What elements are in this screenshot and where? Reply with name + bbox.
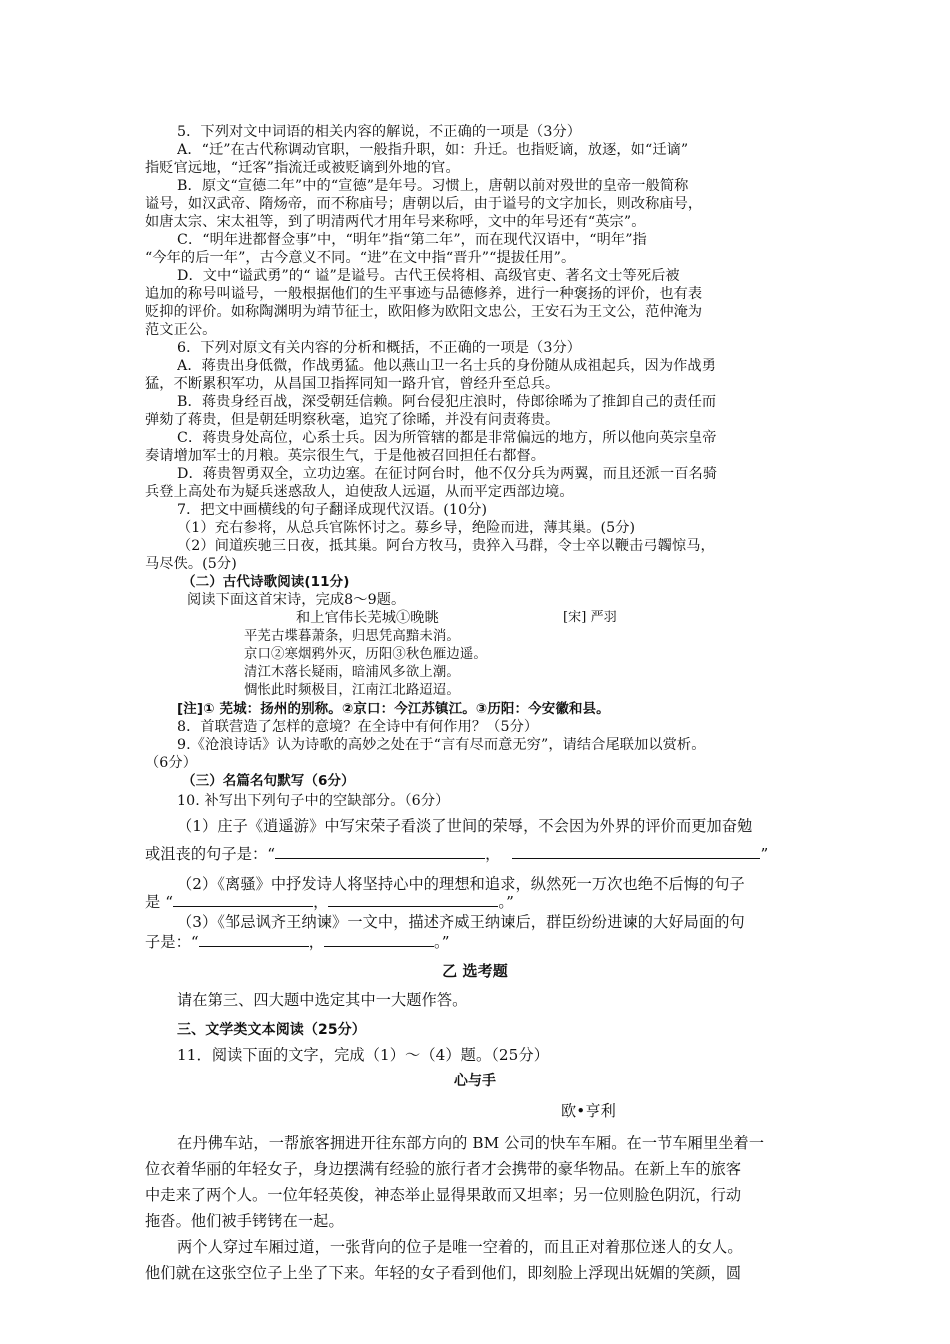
q5-option-a: A．“迁”在古代称调动官职，一般指升职，如：升迁。也指贬谪，放逐，如“迁谪” xyxy=(177,142,689,158)
q6-stem: 6．下列对原文有关内容的分析和概括，不正确的一项是（3分） xyxy=(177,340,582,356)
q10-item-1: （1）庄子《逍遥游》中写宋荣子看淡了世间的荣辱，不会因为外界的评价而更加奋勉 xyxy=(177,817,753,835)
story-paragraph-2-line: 两个人穿过车厢过道，一张背向的位子是唯一空着的，而且正对着那位迷人的女人。 xyxy=(177,1238,743,1256)
q5-option-d-cont: 追加的称号叫谥号，一般根据他们的生平事迹与品德修养，进行一种褒扬的评价，也有表 xyxy=(145,286,703,302)
q10-3-blank-a[interactable] xyxy=(199,932,309,947)
q6-option-c-cont: 奏请增加军士的月粮。英宗很生气，于是他被召回担任右都督。 xyxy=(145,448,546,464)
q5-option-c: C．“明年进都督佥事”中，“明年”指“第二年”，而在现代汉语中，“明年”指 xyxy=(177,232,647,248)
q5-option-d: D．文中“谥武勇”的“ 谥”是谥号。古代王侯将相、高级官吏、著名文士等死后被 xyxy=(177,268,680,284)
q10-2-end: 。” xyxy=(498,893,514,911)
q10-item-2-answer-line xyxy=(145,892,805,912)
section-heading-poetry: （二）古代诗歌阅读(11分) xyxy=(182,574,350,590)
poem-notes: [注]① 芜城：扬州的别称。②京口：今江苏镇江。③历阳：今安徽和县。 xyxy=(177,701,610,717)
poem-line-4: 惆怅此时频极目，江南江北路迢迢。 xyxy=(244,683,460,698)
q10-1-blank-b[interactable] xyxy=(512,844,760,859)
poetry-intro: 阅读下面这首宋诗，完成8～9题。 xyxy=(187,592,406,608)
q10-item-3-answer-line xyxy=(145,932,805,952)
q10-item-1-answer-line xyxy=(145,844,805,864)
q6-option-c: C．蒋贵身处高位，心系士兵。因为所管辖的都是非常偏远的地方，所以他向英宗皇帝 xyxy=(177,430,717,446)
q6-option-a-cont: 猛，不断累积军功，从昌国卫指挥同知一路升官，曾经升至总兵。 xyxy=(145,376,560,392)
part-b-heading: 乙 选考题 xyxy=(442,962,508,980)
q6-option-b-cont: 弹劾了蒋贵，但是朝廷明察秋毫，追究了徐晞，并没有问责蒋贵。 xyxy=(145,412,560,428)
q10-3-prefix: 子是：“ xyxy=(145,933,199,951)
q10-3-mid: ， xyxy=(308,933,325,951)
story-paragraph-2-line: 他们就在这张空位子上坐了下来。年轻的女子看到他们，即刻脸上浮现出妩媚的笑颜，圆 xyxy=(145,1264,742,1282)
poem-author: [宋] 严羽 xyxy=(563,610,617,625)
poem-line-2: 京口②寒烟鸦外灭，历阳③秋色雁边遥。 xyxy=(244,647,487,662)
q7-sentence-2-cont: 马尽佚。(5分) xyxy=(145,556,237,572)
section-heading-dictation: （三）名篇名句默写（6分） xyxy=(182,773,355,789)
poem-title: 和上官伟长芜城①晚眺 xyxy=(296,610,439,626)
story-title: 心与手 xyxy=(453,1073,497,1089)
q6-option-a: A．蒋贵出身低微，作战勇猛。他以燕山卫一名士兵的身份随从成祖起兵，因为作战勇 xyxy=(177,358,716,374)
q9: 9.《沧浪诗话》认为诗歌的高妙之处在于“言有尽而意无穷”，请结合尾联加以赏析。 xyxy=(177,737,706,753)
q5-option-b-cont: 谥号，如汉武帝、隋炀帝，而不称庙号；唐朝以后，由于谥号的文字加长，则改称庙号， xyxy=(145,196,703,212)
q10-2-prefix: 是 “ xyxy=(145,893,174,911)
q9-cont: （6分） xyxy=(145,755,197,771)
q10-item-2: （2）《离骚》中抒发诗人将坚持心中的理想和追求，纵然死一万次也绝不后悔的句子 xyxy=(177,875,745,893)
part-b-instruction: 请在第三、四大题中选定其中一大题作答。 xyxy=(177,991,468,1009)
q10-1-blank-a[interactable] xyxy=(275,844,485,859)
q10-1-mid: ， xyxy=(485,845,501,863)
poem-line-1: 平芜古堞暮萧条，归思凭高黯未消。 xyxy=(244,629,460,644)
story-paragraph-1-line: 位衣着华丽的年轻女子，身边摆满有经验的旅行者才会携带的豪华物品。在新上车的旅客 xyxy=(145,1160,742,1178)
q11: 11．阅读下面的文字，完成（1）～（4）题。（25分） xyxy=(177,1046,550,1064)
q6-option-d: D．蒋贵智勇双全，立功边塞。在征讨阿台时，他不仅分兵为两翼，而且还派一百名骑 xyxy=(177,466,718,482)
story-paragraph-1-line: 中走来了两个人。一位年轻英俊，神态举止显得果敢而又坦率；另一位则脸色阴沉，行动 xyxy=(145,1186,742,1204)
section-heading-literary: 三、文学类文本阅读（25分） xyxy=(177,1022,366,1038)
q5-option-b-cont: 如唐太宗、宋太祖等，到了明清两代才用年号来称呼，文中的年号还有“英宗”。 xyxy=(145,214,646,230)
q5-option-d-cont: 贬抑的评价。如称陶渊明为靖节征士，欧阳修为欧阳文忠公，王安石为王文公，范仲淹为 xyxy=(145,304,703,320)
q10-2-blank-b[interactable] xyxy=(328,892,498,907)
q7-sentence-2: （2）间道疾驰三日夜，抵其巢。阿台方牧马，贵猝入马群，令士卒以鞭击弓韣惊马， xyxy=(177,538,715,554)
q7-sentence-1: （1）充右参将，从总兵官陈怀讨之。募乡导，绝险而进，薄其巢。(5分) xyxy=(177,520,636,536)
story-paragraph-1-line: 在丹佛车站，一帮旅客拥进开往东部方向的 BM 公司的快车车厢。在一节车厢里坐着一 xyxy=(177,1134,765,1152)
q5-stem: 5．下列对文中词语的相关内容的解说，不正确的一项是（3分） xyxy=(177,124,582,140)
q10-item-3: （3）《邹忌讽齐王纳谏》一文中，描述齐威王纳谏后，群臣纷纷进谏的大好局面的句 xyxy=(177,913,745,931)
q7-stem: 7．把文中画横线的句子翻译成现代汉语。(10分) xyxy=(177,502,488,518)
q8: 8．首联营造了怎样的意境？在全诗中有何作用？（5分） xyxy=(177,719,539,735)
q5-option-d-cont: 范文正公。 xyxy=(145,322,217,338)
q6-option-d-cont: 兵登上高处布为疑兵迷惑敌人，迫使敌人远逼，从而平定西部边境。 xyxy=(145,484,574,500)
poem-line-3: 清江木落长疑雨，暗浦风多欲上潮。 xyxy=(244,665,460,680)
q5-option-a-cont: 指贬官远地，“迁客”指流迁或被贬谪到外地的官。 xyxy=(145,160,460,176)
q10-1-prefix: 或沮丧的句子是：“ xyxy=(145,845,276,863)
q10-3-end: 。” xyxy=(434,933,450,951)
q5-option-b: B．原文“宣德二年”中的“宣德”是年号。习惯上，唐朝以前对殁世的皇帝一般简称 xyxy=(177,178,689,194)
q10: 10. 补写出下列句子中的空缺部分。（6分） xyxy=(177,793,450,809)
q5-option-c-cont: “今年的后一年”，古今意义不同。“进”在文中指“晋升”“提拔任用”。 xyxy=(145,250,576,266)
q10-3-blank-b[interactable] xyxy=(324,932,434,947)
story-paragraph-1-line: 拖沓。他们被手铐铐在一起。 xyxy=(145,1212,344,1230)
q10-2-blank-a[interactable] xyxy=(173,892,313,907)
q10-1-end: ” xyxy=(760,845,769,863)
q10-2-mid: ， xyxy=(313,893,329,911)
q6-option-b: B．蒋贵身经百战，深受朝廷信赖。阿台侵犯庄浪时，侍郎徐晞为了推卸自己的责任而 xyxy=(177,394,717,410)
story-author: 欧•亨利 xyxy=(561,1102,616,1120)
